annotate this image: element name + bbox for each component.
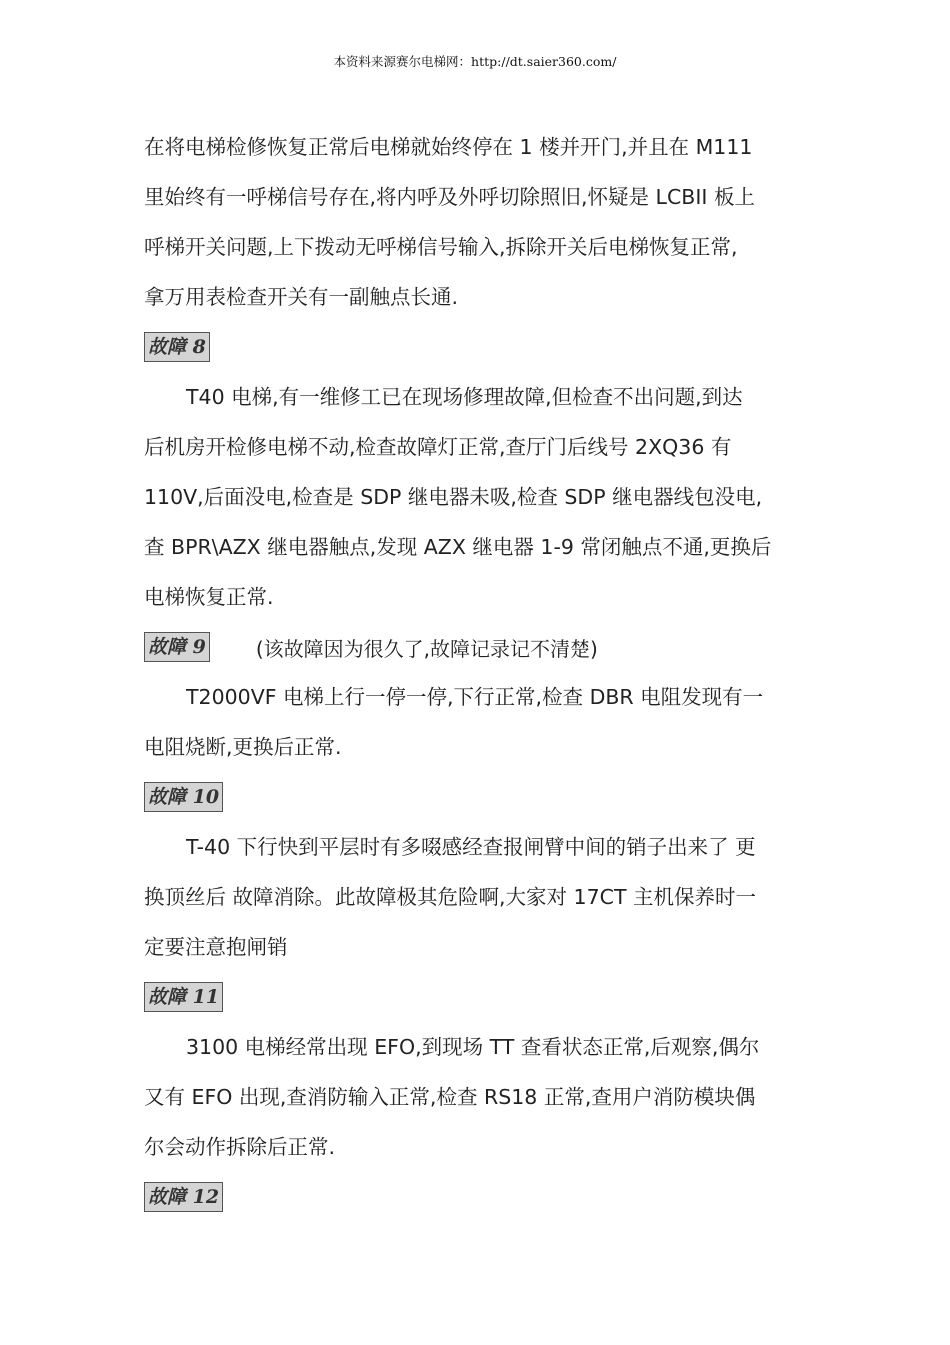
- text-line: 后机房开检修电梯不动,检查故障灯正常,查厅门后线号 2XQ36 有: [144, 435, 732, 459]
- fault-heading: 故障 12: [144, 1182, 223, 1212]
- text-line: 查 BPR\AZX 继电器触点,发现 AZX 继电器 1-9 常闭触点不通,更换后: [144, 535, 772, 559]
- text-line: 又有 EFO 出现,查消防输入正常,检查 RS18 正常,查用户消防模块偶: [144, 1085, 756, 1109]
- text-line: 110V,后面没电,检查是 SDP 继电器未吸,检查 SDP 继电器线包没电,: [144, 485, 763, 509]
- text-line: 尔会动作拆除后正常.: [144, 1135, 336, 1159]
- fault-heading: 故障 8: [144, 332, 210, 362]
- fault-heading-row: [144, 622, 806, 672]
- fault-heading: 故障 11: [144, 982, 223, 1012]
- fault-heading: 故障 9: [144, 632, 210, 662]
- fault-heading-row: [144, 1172, 806, 1222]
- document-body: [144, 122, 806, 1222]
- text-line: 呼梯开关问题,上下拨动无呼梯信号输入,拆除开关后电梯恢复正常,: [144, 235, 738, 259]
- fault-paragraph: [144, 372, 806, 622]
- text-line: 在将电梯检修恢复正常后电梯就始终停在 1 楼并开门,并且在 M111: [144, 135, 753, 159]
- text-line: T40 电梯,有一维修工已在现场修理故障,但检查不出问题,到达: [186, 385, 743, 409]
- text-line: 里始终有一呼梯信号存在,将内呼及外呼切除照旧,怀疑是 LCBII 板上: [144, 185, 755, 209]
- fault-heading: 故障 10: [144, 782, 223, 812]
- fault-paragraph: [144, 1022, 806, 1172]
- text-line: T2000VF 电梯上行一停一停,下行正常,检查 DBR 电阻发现有一: [186, 685, 764, 709]
- fault-heading-row: [144, 772, 806, 822]
- text-line: 拿万用表检查开关有一副触点长通.: [144, 285, 459, 309]
- page-header: 本资料来源赛尔电梯网：http://dt.saier360.com/: [333, 54, 617, 69]
- intro-paragraph: [144, 122, 806, 322]
- fault-heading-row: [144, 972, 806, 1022]
- text-line: 电阻烧断,更换后正常.: [144, 735, 342, 759]
- fault-note: (该故障因为很久了,故障记录记不清楚): [255, 636, 598, 661]
- text-line: 3100 电梯经常出现 EFO,到现场 TT 查看状态正常,后观察,偶尔: [186, 1035, 760, 1059]
- fault-paragraph: [144, 672, 806, 772]
- text-line: T-40 下行快到平层时有多啜感经查报闸臂中间的销子出来了 更: [186, 835, 756, 859]
- text-line: 电梯恢复正常.: [144, 585, 274, 609]
- text-line: 定要注意抱闸销: [144, 935, 288, 959]
- fault-heading-row: [144, 322, 806, 372]
- text-line: 换顶丝后 故障消除。此故障极其危险啊,大家对 17CT 主机保养时一: [144, 885, 756, 909]
- fault-paragraph: [144, 822, 806, 972]
